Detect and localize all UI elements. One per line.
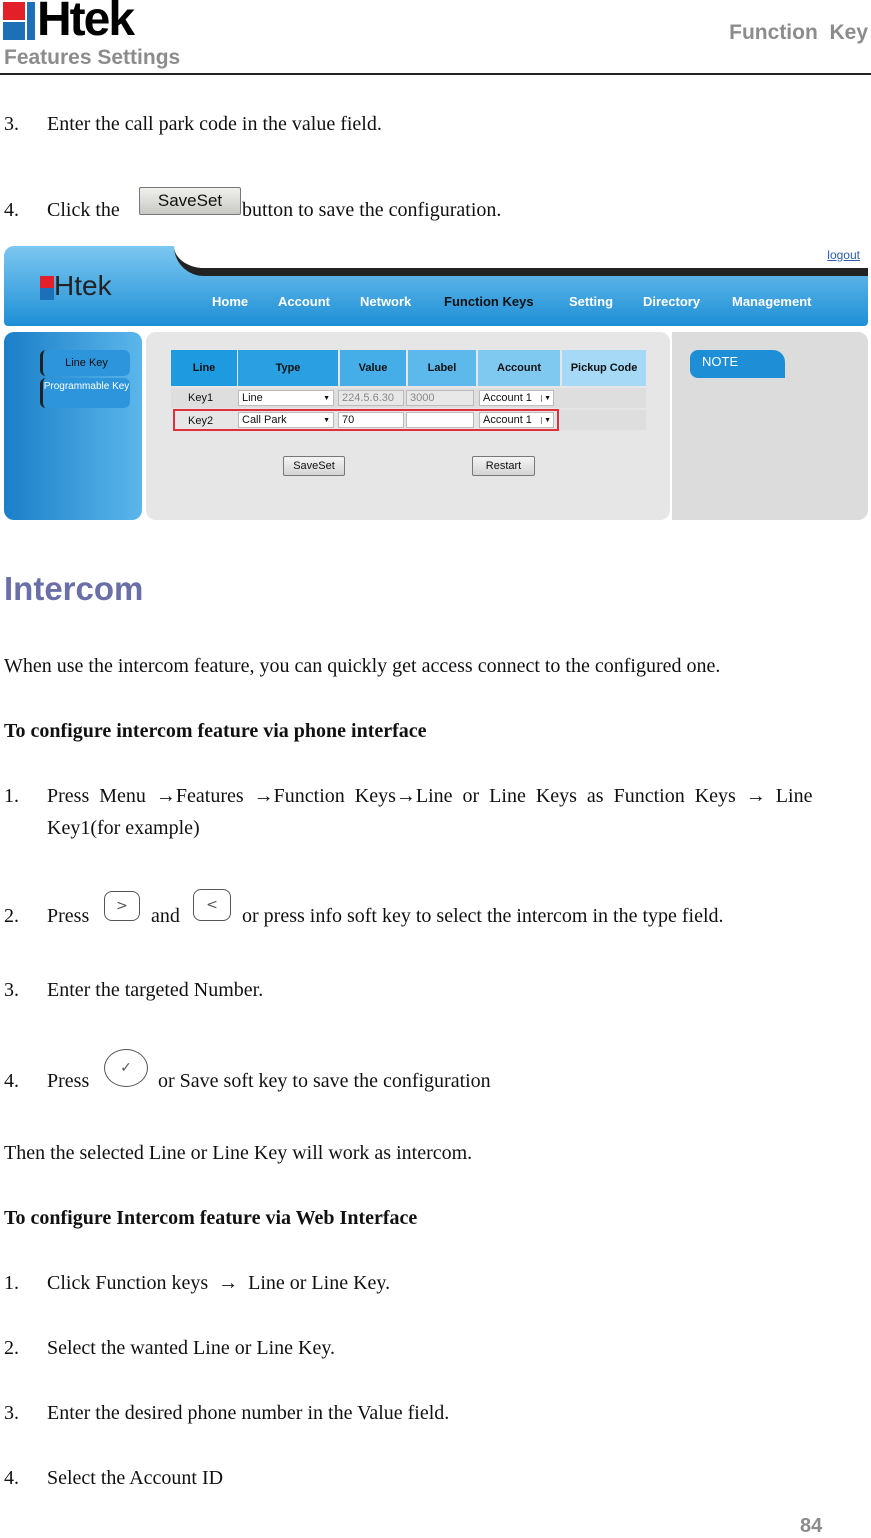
step-text: Press bbox=[47, 1070, 90, 1092]
web-logo: Htek bbox=[40, 270, 112, 302]
step-number: 4. bbox=[4, 1070, 19, 1092]
step-number: 4. bbox=[4, 199, 19, 221]
section-title: Features Settings bbox=[4, 46, 181, 69]
step-text: Enter the targeted Number. bbox=[47, 979, 264, 1001]
row-line: Key2 bbox=[188, 415, 214, 427]
nav-directory[interactable]: Directory bbox=[643, 294, 701, 309]
step-number: 2. bbox=[4, 1337, 19, 1359]
restart-button[interactable]: Restart bbox=[472, 456, 535, 476]
col-pickup-code: Pickup Code bbox=[562, 350, 646, 386]
subheading: To configure intercom feature via phone interface bbox=[4, 720, 427, 742]
step-number: 2. bbox=[4, 905, 19, 927]
type-select[interactable]: Call Park ▼ bbox=[238, 412, 334, 428]
nav-setting[interactable]: Setting bbox=[569, 294, 614, 309]
step-text: Enter the call park code in the value field. bbox=[47, 113, 382, 135]
label-input[interactable] bbox=[406, 412, 474, 428]
web-ui-screenshot bbox=[4, 246, 868, 520]
htek-logo: Htek bbox=[3, 2, 191, 42]
page-number: 84 bbox=[800, 1515, 823, 1537]
ok-checkmark-key-icon: ✓ bbox=[104, 1049, 148, 1087]
step-text: and bbox=[151, 905, 180, 927]
step-text: Press Menu →Features →Function Keys→Line or Line Keys as Function Keys → Line bbox=[47, 785, 813, 807]
value-input[interactable]: 224.5.6.30 bbox=[338, 390, 404, 406]
account-select[interactable]: Account 1 ▼ bbox=[479, 412, 554, 428]
header-divider bbox=[0, 73, 871, 75]
saveset-button[interactable]: SaveSet bbox=[283, 456, 345, 476]
step-text: or press info soft key to select the intercom in the type field. bbox=[242, 905, 724, 927]
step-number: 3. bbox=[4, 1402, 19, 1424]
col-label: Label bbox=[408, 350, 476, 386]
right-arrow-key-icon: > bbox=[104, 891, 140, 921]
logout-link[interactable]: logout bbox=[827, 248, 860, 262]
sidebar-item-line-key[interactable]: Line Key bbox=[40, 350, 130, 376]
step-text: Press bbox=[47, 905, 90, 927]
step-text: Select the wanted Line or Line Key. bbox=[47, 1337, 336, 1359]
step-text: Click Function keys → Line or Line Key. bbox=[47, 1272, 391, 1294]
row-line: Key1 bbox=[188, 392, 214, 404]
sidebar-item-programmable-key[interactable]: Programmable Key bbox=[40, 378, 130, 408]
section-heading: Intercom bbox=[4, 570, 144, 607]
step-number: 3. bbox=[4, 979, 19, 1001]
step-text: or Save soft key to save the configuration bbox=[158, 1070, 491, 1092]
nav-management[interactable]: Management bbox=[732, 294, 812, 309]
step-text: Enter the desired phone number in the Value field. bbox=[47, 1402, 450, 1424]
step-text: Key1(for example) bbox=[47, 817, 200, 839]
step-number: 1. bbox=[4, 1272, 19, 1294]
intro-text: When use the intercom feature, you can quickly get access connect to the configured one. bbox=[4, 655, 721, 677]
chapter-title: Function Key bbox=[729, 21, 868, 44]
step-number: 3. bbox=[4, 113, 19, 135]
note-tab: NOTE bbox=[690, 350, 785, 378]
saveset-button-image: SaveSet bbox=[139, 187, 241, 215]
col-type: Type bbox=[238, 350, 338, 386]
col-value: Value bbox=[340, 350, 406, 386]
step-text: Select the Account ID bbox=[47, 1467, 224, 1489]
nav-function-keys[interactable]: Function Keys bbox=[444, 294, 534, 309]
label-input[interactable]: 3000 bbox=[406, 390, 474, 406]
body-text: Then the selected Line or Line Key will work as intercom. bbox=[4, 1142, 473, 1164]
col-account: Account bbox=[478, 350, 560, 386]
step-number: 4. bbox=[4, 1467, 19, 1489]
nav-home[interactable]: Home bbox=[212, 294, 249, 309]
col-line: Line bbox=[171, 350, 237, 386]
subheading: To configure Intercom feature via Web Interface bbox=[4, 1207, 418, 1229]
nav-network[interactable]: Network bbox=[360, 294, 412, 309]
value-input[interactable]: 70 bbox=[338, 412, 404, 428]
step-number: 1. bbox=[4, 785, 19, 807]
type-select[interactable]: Line ▼ bbox=[238, 390, 334, 406]
left-arrow-key-icon: < bbox=[193, 889, 231, 921]
step-text: button to save the configuration. bbox=[242, 199, 502, 221]
account-select[interactable]: Account 1 ▼ bbox=[479, 390, 554, 406]
step-text: Click the bbox=[47, 199, 120, 221]
nav-account[interactable]: Account bbox=[278, 294, 330, 309]
